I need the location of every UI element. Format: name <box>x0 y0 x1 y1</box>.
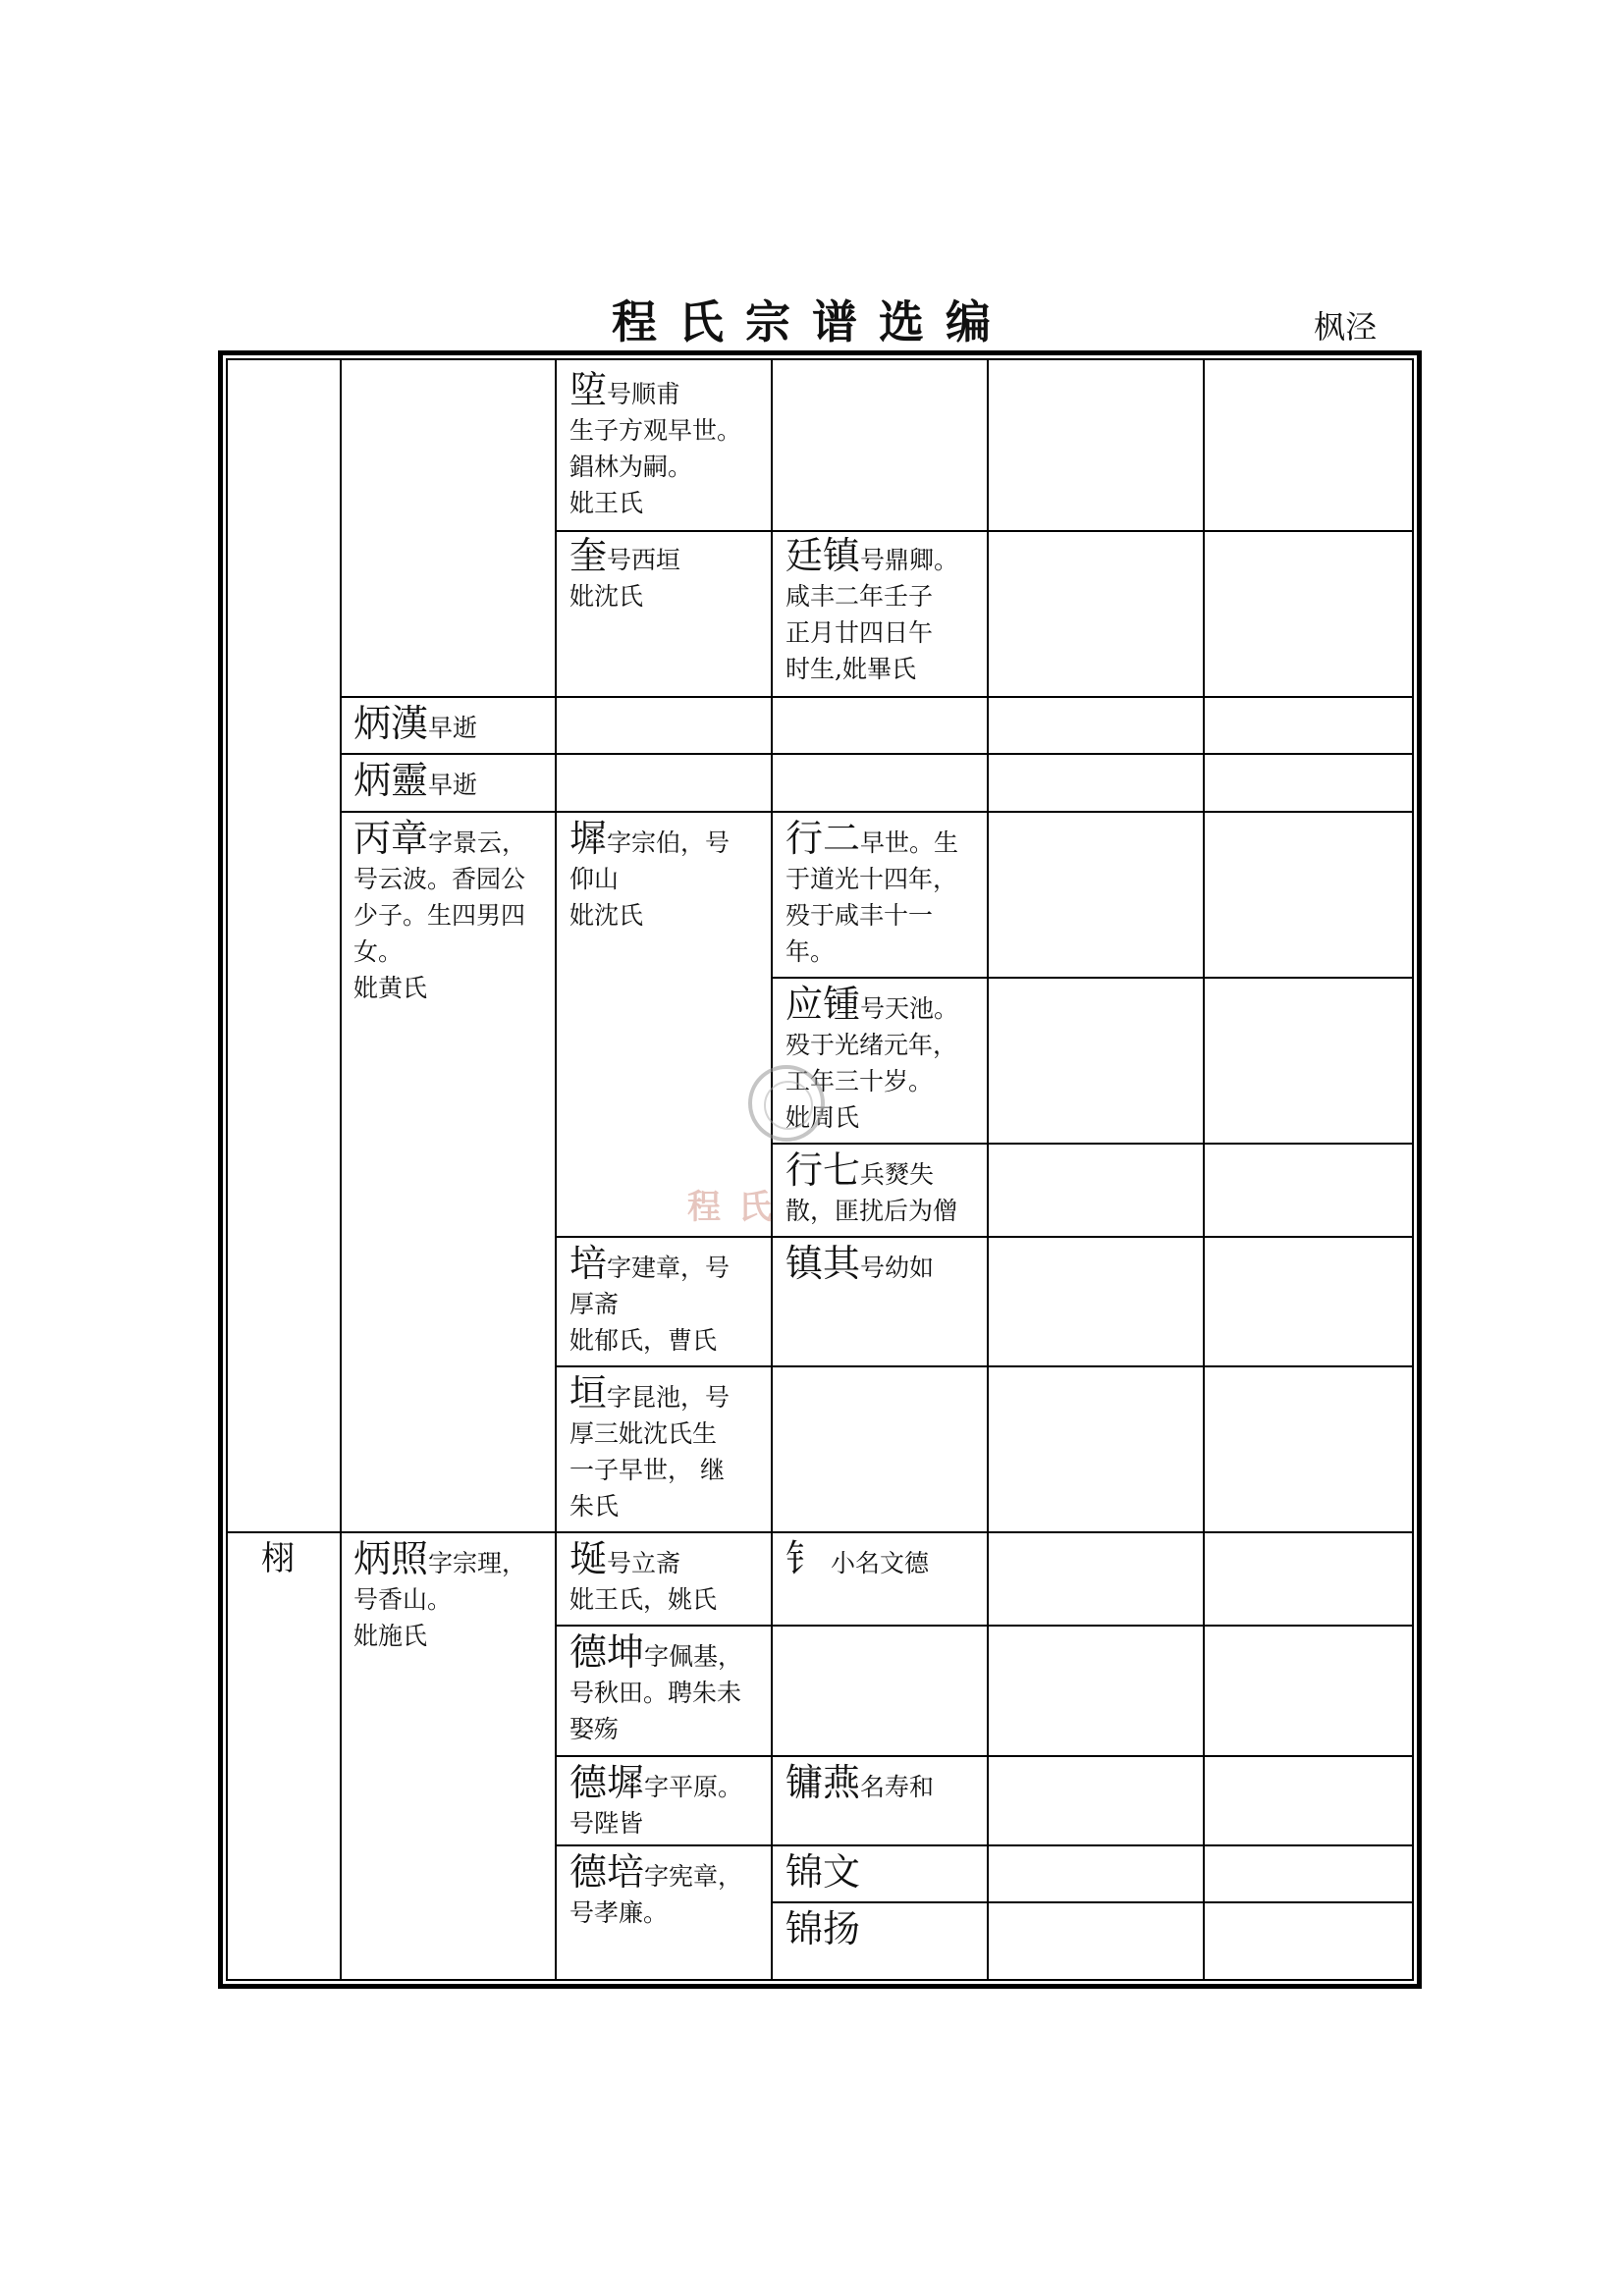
entry-desc: 字佩基， <box>644 1642 743 1671</box>
entry-name: 德墀 <box>569 1761 645 1804</box>
entry-desc: 号西垣 <box>607 546 681 574</box>
entry-line: 殁于咸丰十一 <box>785 901 934 930</box>
entry-name: 钅 <box>785 1537 824 1580</box>
entry-line: 一子早世， 继 <box>569 1456 725 1484</box>
entry-desc: 小名文德 <box>823 1549 929 1577</box>
entry-cell <box>785 1849 982 1895</box>
row-divider <box>772 1143 1412 1145</box>
column-divider <box>340 358 342 1981</box>
entry-line: 咸丰二年壬子 <box>785 582 934 611</box>
entry-desc: 早逝 <box>428 714 478 742</box>
entry-line: 厚三妣沈氏生 <box>569 1419 718 1448</box>
entry-cell <box>353 758 550 803</box>
entry-desc: 字昆池，号 <box>607 1383 731 1412</box>
entry-cell <box>785 1148 982 1229</box>
entry-line: 少子。生四男四 <box>353 901 526 930</box>
entry-cell <box>569 367 766 521</box>
entry-desc: 字建章，号 <box>607 1254 731 1282</box>
entry-cell <box>785 1906 982 1951</box>
entry-line: 妣王氏，姚氏 <box>569 1585 718 1614</box>
entry-line: 錩林为嗣。 <box>569 453 693 481</box>
entry-line: 号香山。 <box>353 1585 453 1614</box>
entry-line: 娶殇 <box>569 1715 620 1743</box>
entry-cell <box>785 1536 982 1581</box>
row-divider <box>772 977 1412 979</box>
entry-name: 炳漢 <box>353 702 429 745</box>
entry-name: 垣 <box>569 1371 608 1415</box>
entry-desc: 号鼎卿。 <box>860 546 959 574</box>
entry-name: 镛燕 <box>785 1761 861 1804</box>
entry-desc: 号天池。 <box>860 994 959 1023</box>
entry-name: 炳照 <box>353 1537 429 1580</box>
entry-name: 锦文 <box>785 1850 861 1894</box>
entry-desc: 早世。生 <box>860 828 959 857</box>
entry-line: 生子方观早世。 <box>569 416 742 445</box>
entry-name: 廷镇 <box>785 534 861 577</box>
entry-name: 镇其 <box>785 1242 861 1285</box>
entry-line: 妣郁氏，曹氏 <box>569 1326 718 1355</box>
entry-line: 妣施氏 <box>353 1622 428 1650</box>
entry-line: 时生,妣畢氏 <box>785 655 916 683</box>
entry-cell <box>569 1849 766 1931</box>
entry-desc: 字宗伯，号 <box>607 828 731 857</box>
row-divider <box>341 753 1412 755</box>
entry-cell <box>261 1536 330 1581</box>
row-divider <box>556 1755 1412 1757</box>
entry-desc: 字平原。 <box>644 1773 743 1801</box>
entry-desc: 号立斋 <box>607 1549 681 1577</box>
column-divider <box>987 358 989 1981</box>
entry-cell <box>569 533 766 614</box>
entry-line: 妣王氏 <box>569 489 644 517</box>
entry-line: 散，匪扰后为僧 <box>785 1197 958 1225</box>
entry-desc: 早逝 <box>428 771 478 799</box>
entry-name: 德培 <box>569 1850 645 1894</box>
page-title: 程氏宗谱选编 <box>612 295 1012 348</box>
row-divider <box>556 1365 1412 1367</box>
entry-line: 号孝廉。 <box>569 1898 669 1927</box>
seal-stamp <box>748 1065 825 1142</box>
row-divider <box>227 1531 1412 1533</box>
entry-line: 年。 <box>785 937 836 966</box>
entry-desc: 字景云， <box>428 828 527 857</box>
entry-cell <box>353 816 550 1006</box>
entry-desc: 字宗理， <box>428 1549 527 1577</box>
entry-cell <box>785 816 982 970</box>
place-label: 枫泾 <box>1314 308 1378 346</box>
entry-cell <box>569 1370 766 1524</box>
entry-line: 女。 <box>353 937 404 966</box>
entry-name: 炳靈 <box>353 759 429 802</box>
entry-name: 行七 <box>785 1148 861 1192</box>
entry-desc: 名寿和 <box>860 1773 935 1801</box>
entry-cell <box>785 533 982 687</box>
entry-cell <box>569 1536 766 1618</box>
row-divider <box>556 1844 1412 1846</box>
row-divider <box>341 696 1412 698</box>
entry-line: 号秋田。聘朱未 <box>569 1679 742 1707</box>
entry-cell <box>353 701 550 746</box>
entry-line: 号陛皆 <box>569 1809 644 1838</box>
entry-name: 培 <box>569 1242 608 1285</box>
entry-line: 号云波。香园公 <box>353 865 526 893</box>
entry-line: 于道光十四年， <box>785 865 958 893</box>
entry-name: 栩 <box>261 1539 295 1578</box>
entry-line: 妣周氏 <box>785 1103 860 1132</box>
entry-cell <box>353 1536 550 1654</box>
entry-desc: 字宪章， <box>644 1862 743 1891</box>
row-divider <box>341 811 1412 813</box>
column-divider <box>555 358 557 1981</box>
entry-cell <box>569 1629 766 1747</box>
column-divider <box>1203 358 1205 1981</box>
entry-name: 丙章 <box>353 817 429 860</box>
entry-line: 朱氏 <box>569 1492 620 1521</box>
entry-line: 殁于光绪元年， <box>785 1031 958 1059</box>
entry-name: 埅 <box>569 368 608 411</box>
row-divider <box>556 530 1412 532</box>
entry-desc: 号幼如 <box>860 1254 935 1282</box>
entry-line: 工年三十岁。 <box>785 1067 934 1095</box>
entry-cell <box>569 1760 766 1842</box>
entry-desc: 号顺甫 <box>607 380 681 408</box>
entry-name: 行二 <box>785 817 861 860</box>
entry-line: 妣黄氏 <box>353 974 428 1002</box>
entry-name: 奎 <box>569 534 608 577</box>
entry-name: 锦扬 <box>785 1907 861 1950</box>
row-divider <box>556 1625 1412 1627</box>
entry-desc: 兵燹失 <box>860 1160 935 1189</box>
column-divider <box>771 358 773 1981</box>
entry-line: 厚斋 <box>569 1290 620 1318</box>
entry-cell <box>569 816 766 934</box>
entry-cell <box>785 1760 982 1805</box>
entry-cell <box>785 1241 982 1286</box>
entry-line: 仰山 <box>569 865 620 893</box>
entry-name: 墀 <box>569 817 608 860</box>
entry-name: 应锺 <box>785 983 861 1026</box>
entry-line: 妣沈氏 <box>569 901 644 930</box>
row-divider <box>556 1236 1412 1238</box>
entry-name: 德坤 <box>569 1630 645 1674</box>
entry-name: 埏 <box>569 1537 608 1580</box>
entry-line: 正月廿四日午 <box>785 618 934 647</box>
watermark: 程氏 <box>687 1188 789 1227</box>
entry-line: 妣沈氏 <box>569 582 644 611</box>
row-divider <box>772 1901 1412 1903</box>
entry-cell <box>569 1241 766 1359</box>
